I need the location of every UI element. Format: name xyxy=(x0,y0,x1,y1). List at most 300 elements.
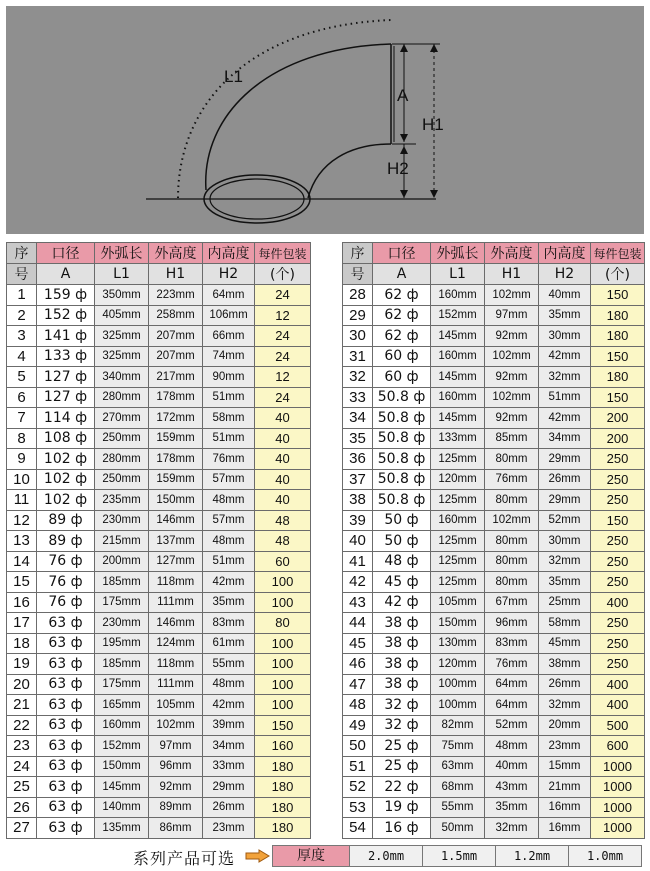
row-outer-height: 80mm xyxy=(485,572,539,593)
row-outer-height: 124mm xyxy=(149,633,203,654)
row-outer-height: 146mm xyxy=(149,510,203,531)
row-outer-height: 111mm xyxy=(149,592,203,613)
thickness-option-4[interactable]: 1.0mm xyxy=(568,845,642,867)
row-seq: 30 xyxy=(343,326,373,347)
row-diameter: 50.8 ф xyxy=(373,428,431,449)
row-pack-qty: 250 xyxy=(591,469,645,490)
row-outer-height: 48mm xyxy=(485,736,539,757)
row-outer-height: 111mm xyxy=(149,674,203,695)
row-inner-height: 26mm xyxy=(203,797,255,818)
row-pack-qty: 40 xyxy=(255,408,311,429)
row-inner-height: 20mm xyxy=(539,715,591,736)
row-diameter: 63 ф xyxy=(37,736,95,757)
table-row xyxy=(343,674,645,695)
row-arc-length: 200mm xyxy=(95,551,149,572)
row-pack-qty: 24 xyxy=(255,346,311,367)
row-inner-height: 23mm xyxy=(203,818,255,839)
table-row xyxy=(7,777,311,798)
row-diameter: 16 ф xyxy=(373,818,431,839)
row-inner-height: 26mm xyxy=(539,469,591,490)
row-diameter: 63 ф xyxy=(37,695,95,716)
row-outer-height: 64mm xyxy=(485,674,539,695)
row-diameter: 63 ф xyxy=(37,674,95,695)
row-seq: 21 xyxy=(7,695,37,716)
header-h2: 内高度 xyxy=(203,243,255,264)
row-pack-qty: 250 xyxy=(591,633,645,654)
row-seq: 48 xyxy=(343,695,373,716)
row-seq: 17 xyxy=(7,613,37,634)
row-pack-qty: 40 xyxy=(255,490,311,511)
row-outer-height: 178mm xyxy=(149,449,203,470)
row-arc-length: 230mm xyxy=(95,510,149,531)
row-inner-height: 42mm xyxy=(203,572,255,593)
row-arc-length: 145mm xyxy=(431,367,485,388)
row-diameter: 50.8 ф xyxy=(373,469,431,490)
row-inner-height: 76mm xyxy=(203,449,255,470)
spec-table-left xyxy=(6,242,311,839)
row-seq: 33 xyxy=(343,387,373,408)
table-row xyxy=(343,490,645,511)
row-outer-height: 172mm xyxy=(149,408,203,429)
row-pack-qty: 60 xyxy=(255,551,311,572)
row-outer-height: 96mm xyxy=(485,613,539,634)
row-diameter: 63 ф xyxy=(37,633,95,654)
row-inner-height: 29mm xyxy=(539,490,591,511)
thickness-option-1[interactable]: 2.0mm xyxy=(349,845,423,867)
row-inner-height: 90mm xyxy=(203,367,255,388)
row-inner-height: 26mm xyxy=(539,674,591,695)
row-outer-height: 137mm xyxy=(149,531,203,552)
table-row xyxy=(343,572,645,593)
table-row xyxy=(343,305,645,326)
table-row xyxy=(7,592,311,613)
header-seq-2: 号 xyxy=(343,264,373,285)
row-inner-height: 39mm xyxy=(203,715,255,736)
row-pack-qty: 600 xyxy=(591,736,645,757)
table-row xyxy=(343,449,645,470)
row-inner-height: 32mm xyxy=(539,551,591,572)
row-seq: 10 xyxy=(7,469,37,490)
table-row xyxy=(343,736,645,757)
table-row xyxy=(7,818,311,839)
row-arc-length: 325mm xyxy=(95,346,149,367)
row-inner-height: 16mm xyxy=(539,797,591,818)
row-inner-height: 51mm xyxy=(203,551,255,572)
row-diameter: 89 ф xyxy=(37,510,95,531)
row-seq: 5 xyxy=(7,367,37,388)
row-pack-qty: 100 xyxy=(255,633,311,654)
row-outer-height: 118mm xyxy=(149,572,203,593)
row-pack-qty: 180 xyxy=(591,305,645,326)
row-inner-height: 57mm xyxy=(203,469,255,490)
row-arc-length: 160mm xyxy=(431,285,485,306)
row-outer-height: 92mm xyxy=(485,367,539,388)
table-row xyxy=(7,490,311,511)
row-arc-length: 250mm xyxy=(95,428,149,449)
row-inner-height: 48mm xyxy=(203,674,255,695)
row-diameter: 76 ф xyxy=(37,572,95,593)
row-inner-height: 42mm xyxy=(203,695,255,716)
row-arc-length: 405mm xyxy=(95,305,149,326)
row-seq: 8 xyxy=(7,428,37,449)
row-outer-height: 64mm xyxy=(485,695,539,716)
row-seq: 20 xyxy=(7,674,37,695)
row-diameter: 141 ф xyxy=(37,326,95,347)
header-l1: 外弧长 xyxy=(95,243,149,264)
row-seq: 7 xyxy=(7,408,37,429)
row-seq: 31 xyxy=(343,346,373,367)
row-pack-qty: 150 xyxy=(591,387,645,408)
row-seq: 28 xyxy=(343,285,373,306)
row-pack-qty: 80 xyxy=(255,613,311,634)
header-dia-code: A xyxy=(373,264,431,285)
row-seq: 36 xyxy=(343,449,373,470)
row-arc-length: 185mm xyxy=(95,572,149,593)
table-row xyxy=(343,715,645,736)
thickness-option-3[interactable]: 1.2mm xyxy=(495,845,569,867)
row-inner-height: 29mm xyxy=(203,777,255,798)
row-arc-length: 133mm xyxy=(431,428,485,449)
header-h1: 外高度 xyxy=(485,243,539,264)
row-seq: 43 xyxy=(343,592,373,613)
table-row xyxy=(343,777,645,798)
table-row xyxy=(343,613,645,634)
row-diameter: 159 ф xyxy=(37,285,95,306)
row-inner-height: 42mm xyxy=(539,346,591,367)
row-diameter: 63 ф xyxy=(37,715,95,736)
row-outer-height: 102mm xyxy=(485,346,539,367)
row-diameter: 63 ф xyxy=(37,756,95,777)
row-outer-height: 76mm xyxy=(485,654,539,675)
row-inner-height: 29mm xyxy=(539,449,591,470)
row-seq: 40 xyxy=(343,531,373,552)
row-diameter: 127 ф xyxy=(37,387,95,408)
row-outer-height: 146mm xyxy=(149,613,203,634)
row-pack-qty: 250 xyxy=(591,551,645,572)
row-arc-length: 150mm xyxy=(431,613,485,634)
row-outer-height: 97mm xyxy=(149,736,203,757)
table-row xyxy=(343,633,645,654)
row-arc-length: 340mm xyxy=(95,367,149,388)
row-pack-qty: 24 xyxy=(255,285,311,306)
row-diameter: 25 ф xyxy=(373,736,431,757)
row-arc-length: 125mm xyxy=(431,572,485,593)
row-diameter: 42 ф xyxy=(373,592,431,613)
row-inner-height: 33mm xyxy=(203,756,255,777)
row-arc-length: 160mm xyxy=(431,387,485,408)
row-seq: 50 xyxy=(343,736,373,757)
header-h2-code: H2 xyxy=(539,264,591,285)
row-seq: 6 xyxy=(7,387,37,408)
table-row xyxy=(7,695,311,716)
row-seq: 27 xyxy=(7,818,37,839)
header-pack: 每件包装 xyxy=(255,243,311,264)
row-seq: 1 xyxy=(7,285,37,306)
row-seq: 42 xyxy=(343,572,373,593)
row-pack-qty: 100 xyxy=(255,572,311,593)
table-row xyxy=(343,387,645,408)
row-outer-height: 102mm xyxy=(149,715,203,736)
row-arc-length: 100mm xyxy=(431,674,485,695)
row-diameter: 50.8 ф xyxy=(373,449,431,470)
row-inner-height: 30mm xyxy=(539,531,591,552)
row-arc-length: 175mm xyxy=(95,592,149,613)
row-diameter: 63 ф xyxy=(37,797,95,818)
row-pack-qty: 100 xyxy=(255,654,311,675)
row-seq: 9 xyxy=(7,449,37,470)
row-pack-qty: 250 xyxy=(591,490,645,511)
row-seq: 22 xyxy=(7,715,37,736)
row-seq: 25 xyxy=(7,777,37,798)
row-outer-height: 80mm xyxy=(485,531,539,552)
row-diameter: 102 ф xyxy=(37,490,95,511)
table-row xyxy=(343,285,645,306)
row-outer-height: 97mm xyxy=(485,305,539,326)
row-diameter: 62 ф xyxy=(373,305,431,326)
row-outer-height: 35mm xyxy=(485,797,539,818)
row-arc-length: 130mm xyxy=(431,633,485,654)
row-arc-length: 125mm xyxy=(431,449,485,470)
row-seq: 41 xyxy=(343,551,373,572)
row-inner-height: 21mm xyxy=(539,777,591,798)
table-row xyxy=(7,408,311,429)
row-outer-height: 67mm xyxy=(485,592,539,613)
row-diameter: 76 ф xyxy=(37,551,95,572)
row-outer-height: 102mm xyxy=(485,387,539,408)
table-row xyxy=(343,695,645,716)
header-seq: 序 xyxy=(7,243,37,264)
row-inner-height: 51mm xyxy=(203,428,255,449)
row-pack-qty: 180 xyxy=(591,326,645,347)
row-diameter: 50.8 ф xyxy=(373,490,431,511)
row-arc-length: 250mm xyxy=(95,469,149,490)
row-pack-qty: 150 xyxy=(255,715,311,736)
row-seq: 46 xyxy=(343,654,373,675)
row-diameter: 63 ф xyxy=(37,818,95,839)
row-inner-height: 32mm xyxy=(539,695,591,716)
row-inner-height: 40mm xyxy=(539,285,591,306)
row-seq: 54 xyxy=(343,818,373,839)
row-outer-height: 217mm xyxy=(149,367,203,388)
row-pack-qty: 180 xyxy=(255,818,311,839)
table-row xyxy=(343,592,645,613)
row-diameter: 38 ф xyxy=(373,633,431,654)
row-pack-qty: 1000 xyxy=(591,756,645,777)
row-arc-length: 55mm xyxy=(431,797,485,818)
row-pack-qty: 180 xyxy=(255,797,311,818)
row-arc-length: 350mm xyxy=(95,285,149,306)
table-row xyxy=(7,326,311,347)
row-outer-height: 83mm xyxy=(485,633,539,654)
row-seq: 23 xyxy=(7,736,37,757)
row-pack-qty: 250 xyxy=(591,572,645,593)
row-arc-length: 165mm xyxy=(95,695,149,716)
row-arc-length: 280mm xyxy=(95,449,149,470)
table-row xyxy=(7,510,311,531)
row-pack-qty: 12 xyxy=(255,305,311,326)
row-outer-height: 80mm xyxy=(485,551,539,572)
row-arc-length: 125mm xyxy=(431,551,485,572)
row-pack-qty: 100 xyxy=(255,592,311,613)
row-outer-height: 150mm xyxy=(149,490,203,511)
row-outer-height: 76mm xyxy=(485,469,539,490)
table-row xyxy=(7,756,311,777)
table-row xyxy=(343,551,645,572)
row-seq: 34 xyxy=(343,408,373,429)
table-row xyxy=(7,428,311,449)
row-arc-length: 145mm xyxy=(95,777,149,798)
row-outer-height: 159mm xyxy=(149,469,203,490)
row-outer-height: 92mm xyxy=(485,408,539,429)
table-row xyxy=(343,797,645,818)
row-arc-length: 68mm xyxy=(431,777,485,798)
row-pack-qty: 150 xyxy=(591,285,645,306)
row-diameter: 127 ф xyxy=(37,367,95,388)
row-inner-height: 34mm xyxy=(203,736,255,757)
row-seq: 13 xyxy=(7,531,37,552)
row-diameter: 22 ф xyxy=(373,777,431,798)
row-outer-height: 105mm xyxy=(149,695,203,716)
row-diameter: 19 ф xyxy=(373,797,431,818)
row-diameter: 48 ф xyxy=(373,551,431,572)
row-diameter: 38 ф xyxy=(373,654,431,675)
row-outer-height: 159mm xyxy=(149,428,203,449)
row-pack-qty: 100 xyxy=(255,695,311,716)
row-arc-length: 325mm xyxy=(95,326,149,347)
row-inner-height: 61mm xyxy=(203,633,255,654)
table-row xyxy=(7,469,311,490)
row-arc-length: 230mm xyxy=(95,613,149,634)
row-seq: 53 xyxy=(343,797,373,818)
header-seq-2: 号 xyxy=(7,264,37,285)
row-arc-length: 150mm xyxy=(95,756,149,777)
row-seq: 32 xyxy=(343,367,373,388)
row-diameter: 63 ф xyxy=(37,654,95,675)
row-diameter: 50 ф xyxy=(373,510,431,531)
row-inner-height: 32mm xyxy=(539,367,591,388)
row-pack-qty: 500 xyxy=(591,715,645,736)
header-pack: 每件包装 xyxy=(591,243,645,264)
table-row xyxy=(343,346,645,367)
row-outer-height: 80mm xyxy=(485,449,539,470)
table-row xyxy=(343,818,645,839)
row-inner-height: 34mm xyxy=(539,428,591,449)
header-dia: 口径 xyxy=(373,243,431,264)
table-row xyxy=(7,654,311,675)
row-diameter: 63 ф xyxy=(37,613,95,634)
table-row xyxy=(7,346,311,367)
row-seq: 38 xyxy=(343,490,373,511)
row-outer-height: 118mm xyxy=(149,654,203,675)
row-arc-length: 120mm xyxy=(431,469,485,490)
row-seq: 29 xyxy=(343,305,373,326)
table-row xyxy=(7,367,311,388)
row-outer-height: 96mm xyxy=(149,756,203,777)
row-arc-length: 75mm xyxy=(431,736,485,757)
table-row xyxy=(343,510,645,531)
row-seq: 2 xyxy=(7,305,37,326)
row-pack-qty: 24 xyxy=(255,326,311,347)
row-diameter: 62 ф xyxy=(373,326,431,347)
row-outer-height: 32mm xyxy=(485,818,539,839)
row-diameter: 102 ф xyxy=(37,469,95,490)
row-outer-height: 86mm xyxy=(149,818,203,839)
row-seq: 52 xyxy=(343,777,373,798)
row-outer-height: 43mm xyxy=(485,777,539,798)
row-outer-height: 207mm xyxy=(149,326,203,347)
label-a: A xyxy=(397,86,409,105)
row-diameter: 89 ф xyxy=(37,531,95,552)
spec-table-right xyxy=(342,242,645,839)
row-arc-length: 140mm xyxy=(95,797,149,818)
row-pack-qty: 250 xyxy=(591,449,645,470)
row-diameter: 62 ф xyxy=(373,285,431,306)
row-outer-height: 80mm xyxy=(485,490,539,511)
row-seq: 51 xyxy=(343,756,373,777)
row-arc-length: 50mm xyxy=(431,818,485,839)
row-arc-length: 105mm xyxy=(431,592,485,613)
row-arc-length: 215mm xyxy=(95,531,149,552)
row-seq: 35 xyxy=(343,428,373,449)
row-diameter: 50 ф xyxy=(373,531,431,552)
row-seq: 3 xyxy=(7,326,37,347)
row-seq: 4 xyxy=(7,346,37,367)
label-h2: H2 xyxy=(387,159,409,178)
row-arc-length: 125mm xyxy=(431,490,485,511)
row-diameter: 152 ф xyxy=(37,305,95,326)
row-inner-height: 45mm xyxy=(539,633,591,654)
row-outer-height: 40mm xyxy=(485,756,539,777)
elbow-diagram xyxy=(6,6,644,234)
row-arc-length: 145mm xyxy=(431,408,485,429)
row-pack-qty: 180 xyxy=(255,777,311,798)
row-inner-height: 38mm xyxy=(539,654,591,675)
row-arc-length: 160mm xyxy=(95,715,149,736)
row-diameter: 45 ф xyxy=(373,572,431,593)
row-inner-height: 58mm xyxy=(203,408,255,429)
header-l1-code: L1 xyxy=(431,264,485,285)
header-h1-code: H1 xyxy=(149,264,203,285)
table-row xyxy=(7,633,311,654)
row-pack-qty: 40 xyxy=(255,469,311,490)
row-seq: 15 xyxy=(7,572,37,593)
row-arc-length: 270mm xyxy=(95,408,149,429)
table-row xyxy=(7,305,311,326)
thickness-option-2[interactable]: 1.5mm xyxy=(422,845,496,867)
row-inner-height: 57mm xyxy=(203,510,255,531)
row-inner-height: 42mm xyxy=(539,408,591,429)
row-outer-height: 89mm xyxy=(149,797,203,818)
thickness-options xyxy=(0,845,650,867)
row-arc-length: 152mm xyxy=(431,305,485,326)
row-diameter: 76 ф xyxy=(37,592,95,613)
row-pack-qty: 48 xyxy=(255,510,311,531)
table-row xyxy=(343,428,645,449)
row-outer-height: 178mm xyxy=(149,387,203,408)
row-pack-qty: 400 xyxy=(591,592,645,613)
row-seq: 45 xyxy=(343,633,373,654)
row-pack-qty: 250 xyxy=(591,613,645,634)
table-row xyxy=(7,531,311,552)
row-inner-height: 15mm xyxy=(539,756,591,777)
row-arc-length: 160mm xyxy=(431,346,485,367)
label-h1: H1 xyxy=(422,115,444,134)
row-outer-height: 85mm xyxy=(485,428,539,449)
row-seq: 47 xyxy=(343,674,373,695)
table-row xyxy=(343,654,645,675)
header-l1: 外弧长 xyxy=(431,243,485,264)
table-row xyxy=(7,736,311,757)
